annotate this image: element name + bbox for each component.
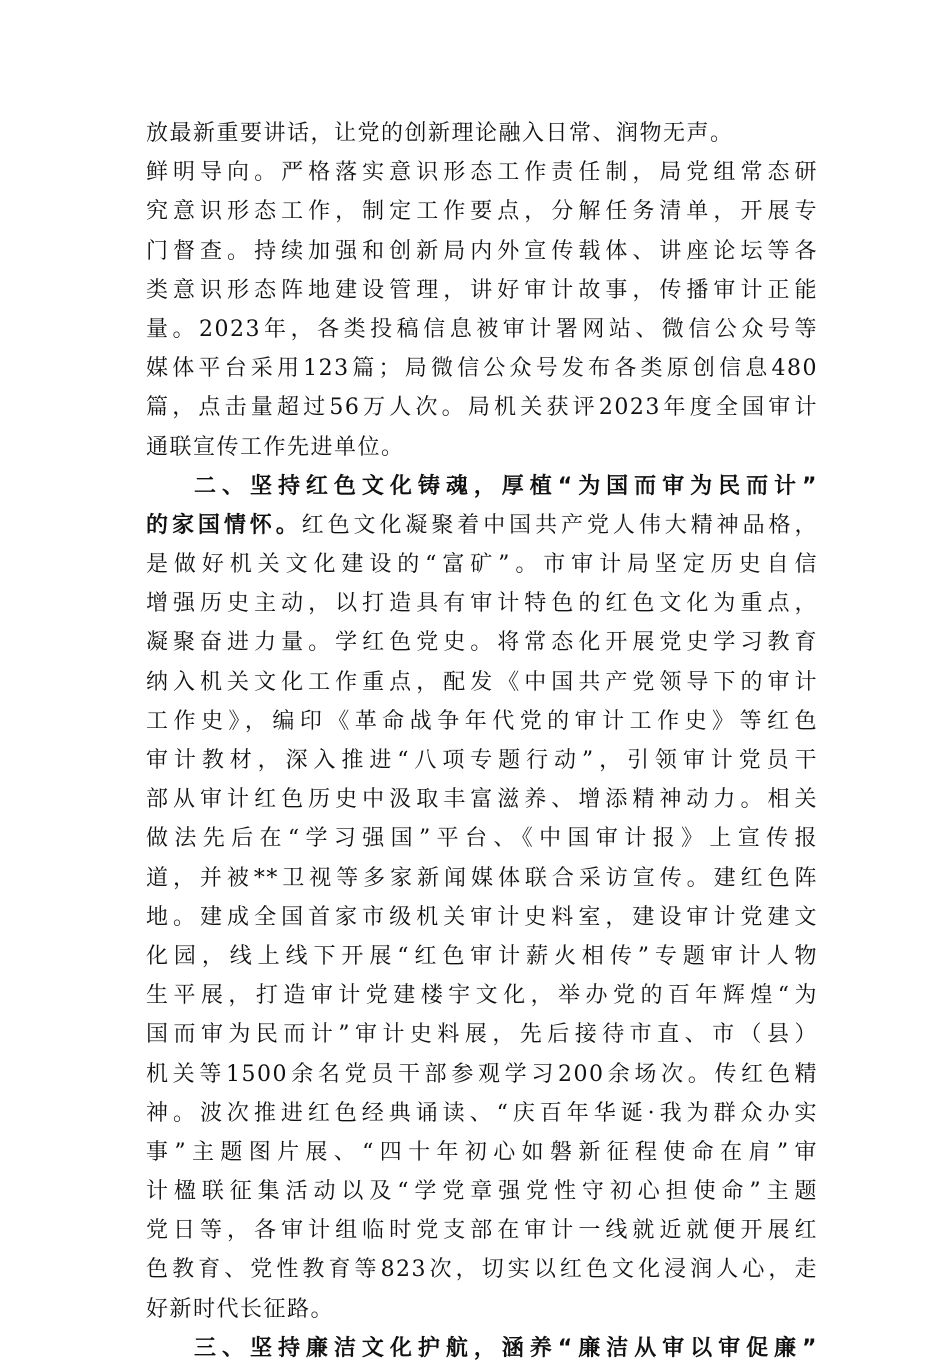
document-body [146, 114, 818, 1368]
line-text: 化园，线上线下开展“红色审计薪火相传”专题审计人物 [146, 943, 818, 969]
paragraph-line [146, 859, 818, 898]
line-text: 国而审为民而计”审计史料展，先后接待市直、市（县） [146, 1022, 818, 1048]
paragraph-line [146, 976, 818, 1015]
line-text: 好新时代长征路。 [146, 1296, 335, 1322]
line-text: 地。建成全国首家市级机关审计史料室，建设审计党建文 [146, 904, 818, 930]
paragraph-line [146, 271, 818, 310]
line-text: 生平展，打造审计党建楼宇文化，举办党的百年辉煌“为 [146, 983, 818, 1009]
section-heading-line [146, 467, 818, 506]
line-text: 类意识形态阵地建设管理，讲好审计故事，传播审计正能 [146, 277, 818, 303]
line-text: 红色文化凝聚着中国共产党人伟大精神品格， [301, 512, 818, 538]
paragraph-line [146, 1211, 818, 1250]
line-text: 通联宣传工作先进单位。 [146, 434, 405, 460]
paragraph-line [146, 192, 818, 231]
paragraph-line [146, 584, 818, 623]
line-text: 量。2023年，各类投稿信息被审计署网站、微信公众号等 [146, 316, 818, 342]
line-text: 门督查。持续加强和创新局内外宣传载体、讲座论坛等各 [146, 238, 818, 264]
line-text: 篇，点击量超过56万人次。局机关获评2023年度全国审计 [146, 395, 818, 421]
paragraph-line [146, 663, 818, 702]
line-text: 增强历史主动，以打造具有审计特色的红色文化为重点， [146, 591, 818, 617]
paragraph-line [146, 388, 818, 427]
paragraph-line [146, 1172, 818, 1211]
paragraph-line [146, 1133, 818, 1172]
paragraph-line [146, 741, 818, 780]
line-text: 党日等，各审计组临时党支部在审计一线就近就便开展红 [146, 1218, 818, 1244]
paragraph-line [146, 1055, 818, 1094]
line-text: 三、坚持廉洁文化护航，涵养“廉洁从审以审促廉” [194, 1335, 818, 1361]
paragraph-line [146, 506, 818, 545]
section-heading-tail: 的家国情怀。 [146, 512, 302, 538]
line-text: 工作史》，编印《革命战争年代党的审计工作史》等红色 [146, 708, 818, 734]
line-text: 事”主题图片展、“四十年初心如磐新征程使命在肩”审 [146, 1139, 818, 1165]
line-text: 纳入机关文化工作重点，配发《中国共产党领导下的审计 [146, 669, 818, 695]
line-text: 是做好机关文化建设的“富矿”。市审计局坚定历史自信 [146, 552, 818, 578]
line-text: 做法先后在“学习强国”平台、《中国审计报》上宣传报 [146, 826, 818, 852]
paragraph-line [146, 1015, 818, 1054]
line-text: 道，并被**卫视等多家新闻媒体联合采访宣传。建红色阵 [146, 865, 818, 891]
paragraph-line [146, 702, 818, 741]
paragraph-line [146, 114, 818, 153]
paragraph-line [146, 819, 818, 858]
paragraph-line [146, 1094, 818, 1133]
paragraph-line [146, 545, 818, 584]
paragraph-line [146, 898, 818, 937]
paragraph-line [146, 349, 818, 388]
line-text: 部从审计红色历史中汲取丰富滋养、增添精神动力。相关 [146, 787, 818, 813]
paragraph-line [146, 232, 818, 271]
line-text: 究意识形态工作，制定工作要点，分解任务清单，开展专 [146, 199, 818, 225]
section-heading-line [146, 1329, 818, 1368]
paragraph-line [146, 780, 818, 819]
paragraph-line [146, 623, 818, 662]
line-text: 计楹联征集活动以及“学党章强党性守初心担使命”主题 [146, 1179, 818, 1205]
paragraph-line [146, 310, 818, 349]
line-text: 机关等1500余名党员干部参观学习200余场次。传红色精 [146, 1061, 818, 1087]
line-text: 凝聚奋进力量。学红色党史。将常态化开展党史学习教育 [146, 630, 818, 656]
line-text: 放最新重要讲话，让党的创新理论融入日常、润物无声。 [146, 121, 734, 146]
paragraph-line [146, 428, 818, 467]
line-text: 鲜明导向。严格落实意识形态工作责任制，局党组常态研 [146, 160, 818, 186]
paragraph-line [146, 1290, 818, 1329]
line-text: 媒体平台采用123篇；局微信公众号发布各类原创信息480 [146, 356, 818, 382]
paragraph-line [146, 937, 818, 976]
line-text: 色教育、党性教育等823次，切实以红色文化浸润人心，走 [146, 1257, 818, 1283]
line-text: 审计教材，深入推进“八项专题行动”，引领审计党员干 [146, 748, 818, 773]
paragraph-line [146, 1250, 818, 1289]
line-text: 二、坚持红色文化铸魂，厚植“为国而审为民而计” [194, 473, 818, 499]
paragraph-line [146, 153, 818, 192]
line-text: 神。波次推进红色经典诵读、“庆百年华诞·我为群众办实 [146, 1100, 818, 1126]
